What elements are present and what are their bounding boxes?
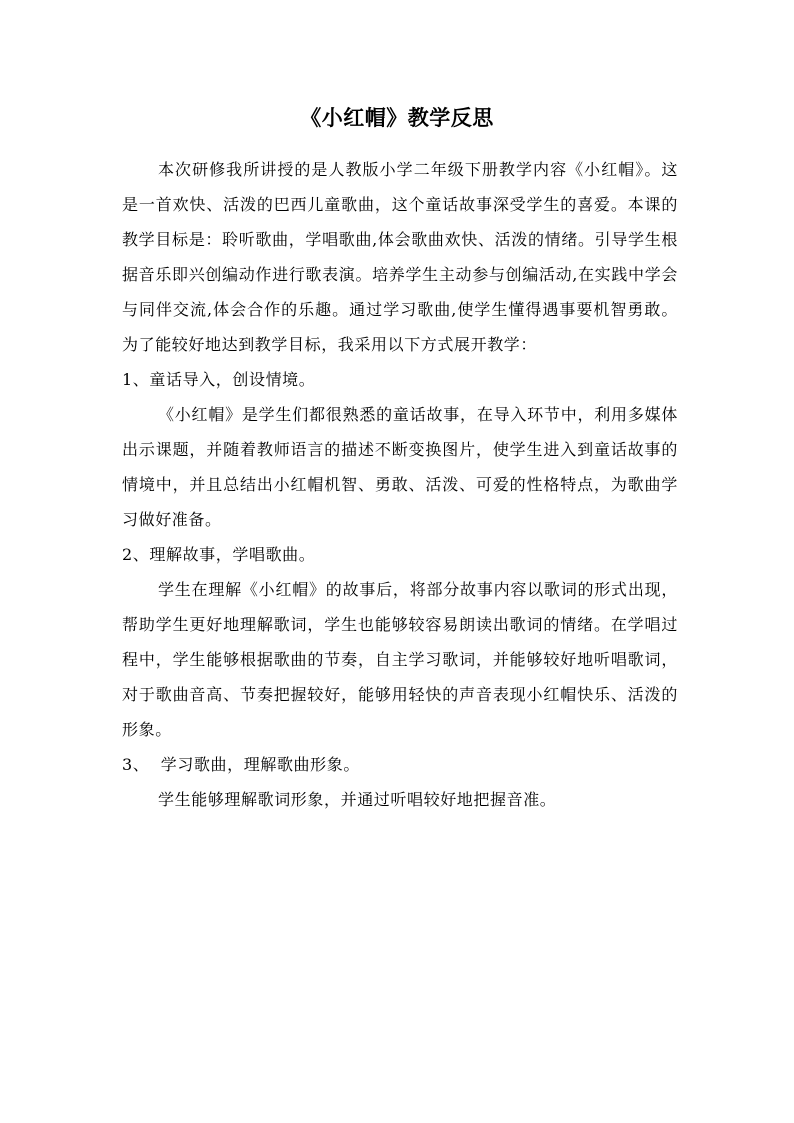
section-paragraph-1: 《小红帽》是学生们都很熟悉的童话故事，在导入环节中，利用多媒体出示课题，并随着教师语言的描述不断变换图片，使学生进入到童话故事的情境中，并且总结出小红帽机智、勇敢、活泼、可爱的性格特点，为歌曲学习做好准备。 <box>122 405 678 529</box>
intro-paragraph: 本次研修我所讲授的是人教版小学二年级下册教学内容《小红帽》。这是一首欢快、活泼的巴西儿童歌曲，这个童话故事深受学生的喜爱。本课的教学目标是：聆听歌曲，学唱歌曲,体会歌曲欢快、活泼的情绪。引导学生根据音乐即兴创编动作进行歌表演。培养学生主动参与创编活动,在实践中学会与同伴交流,体会合作的乐趣。通过学习歌曲,使学生懂得遇事要机智勇敢。为了能较好地达到教学目标，我采用以下方式展开教学： <box>122 160 678 354</box>
section-heading-1: 1、童话导入，创设情境。 <box>122 370 316 389</box>
document-body <box>122 152 678 817</box>
section-paragraph-3: 学生能够理解歌词形象，并通过听唱较好地把握音准。 <box>158 790 557 809</box>
document-title: 《小红帽》教学反思 <box>300 105 494 130</box>
section-heading-2: 2、理解故事，学唱歌曲。 <box>122 545 316 564</box>
section-paragraph-2: 学生在理解《小红帽》的故事后，将部分故事内容以歌词的形式出现，帮助学生更好地理解歌词，学生也能够较容易朗读出歌词的情绪。在学唱过程中，学生能够根据歌曲的节奏，自主学习歌词，并能够较好地听唱歌词，对于歌曲音高、节奏把握较好，能够用轻快的声音表现小红帽快乐、活泼的形象。 <box>122 580 678 739</box>
section-heading-3: 3、 学习歌曲，理解歌曲形象。 <box>122 755 360 774</box>
